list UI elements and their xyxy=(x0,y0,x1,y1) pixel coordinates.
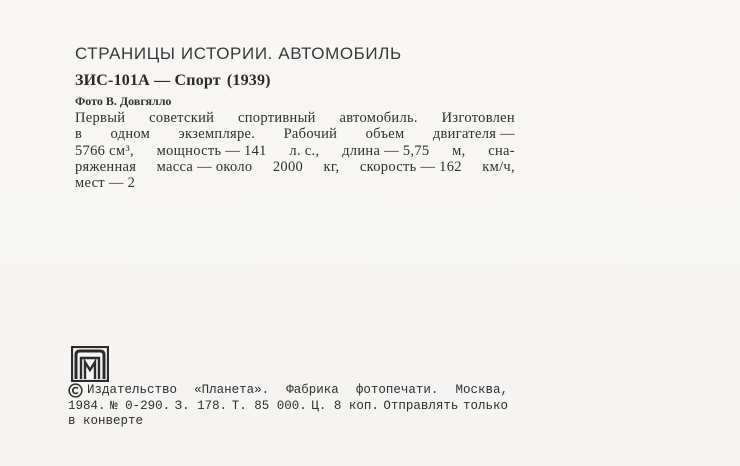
word: сна- xyxy=(488,142,515,159)
word: экземпляре. xyxy=(178,126,256,143)
word: масса — около xyxy=(156,158,253,175)
word: ряженная xyxy=(75,158,137,175)
word: в конверте xyxy=(68,414,144,428)
word: скорость — 162 xyxy=(359,158,462,175)
word: мест — 2 xyxy=(75,175,136,192)
word: одном xyxy=(110,126,151,143)
word: Ц. 8 коп. xyxy=(311,398,379,413)
word: Фабрика xyxy=(286,383,339,397)
word: З. 178. xyxy=(174,398,228,413)
car-model: ЗИС-101А — Спорт xyxy=(75,72,221,89)
car-title xyxy=(75,72,271,90)
word: объем xyxy=(365,126,405,143)
word: 5766 см³, xyxy=(75,142,134,159)
series-title: СТРАНИЦЫ ИСТОРИИ. АВТОМОБИЛЬ xyxy=(75,44,402,63)
word: м, xyxy=(452,142,466,159)
word: Отправлять xyxy=(383,398,459,413)
description-line xyxy=(75,175,515,191)
word: только xyxy=(462,398,508,413)
word: мощность — 141 xyxy=(156,142,267,159)
word: Рабочий xyxy=(283,126,338,143)
word: кг, xyxy=(323,158,340,175)
word: Издательство xyxy=(87,383,178,397)
word: 2000 xyxy=(272,158,304,175)
description-line xyxy=(75,159,515,175)
publisher-line xyxy=(68,414,508,430)
description-line xyxy=(75,143,515,159)
planeta-logo-icon xyxy=(71,346,109,382)
word: длина — 5,75 xyxy=(342,142,430,159)
photo-credit: Фото В. Довгялло xyxy=(75,94,172,108)
publisher-line xyxy=(68,399,508,415)
word: «Планета». xyxy=(194,383,270,397)
word: в xyxy=(75,126,83,143)
word: 1984. xyxy=(68,398,106,413)
word: км/ч, xyxy=(482,158,515,175)
word: советский xyxy=(149,110,215,126)
word: автомобиль. xyxy=(339,110,418,126)
publisher-info xyxy=(68,383,508,430)
description-line xyxy=(75,126,515,142)
word: Изготовлен xyxy=(441,110,515,126)
word: Москва, xyxy=(455,383,508,397)
word: спортивный xyxy=(237,110,316,126)
copyright-icon xyxy=(68,383,83,398)
word: л. с., xyxy=(289,142,320,159)
word: № 0-290. xyxy=(110,398,171,413)
car-year: (1939) xyxy=(226,72,271,89)
word: Первый xyxy=(75,110,126,126)
publisher-line xyxy=(68,383,508,399)
word: двигателя — xyxy=(432,126,515,143)
word: фотопечати. xyxy=(355,383,439,397)
car-description xyxy=(75,110,515,191)
description-line xyxy=(75,110,515,126)
word: Т. 85 000. xyxy=(231,398,307,413)
